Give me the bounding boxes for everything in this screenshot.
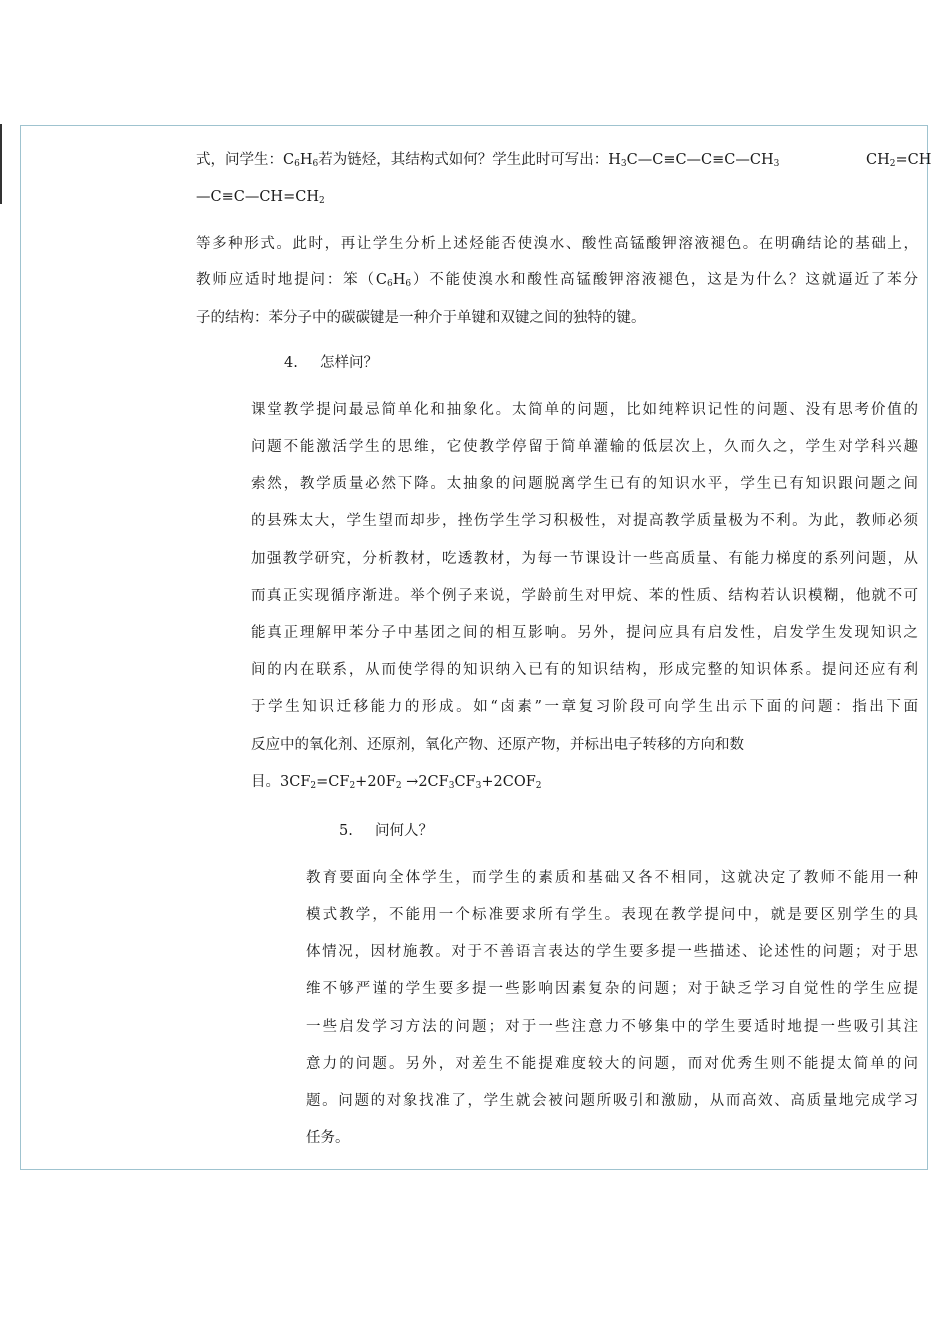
intro-line-2 — [196, 187, 325, 207]
text-run: H — [299, 152, 313, 168]
section-5-line: 任务。 — [306, 1130, 350, 1146]
subscript: 3 — [620, 159, 627, 169]
subscript: 2 — [535, 781, 542, 791]
paragraph-1-line-1: 等多种形式。此时，再让学生分析上述烃能否使溴水、酸性高锰酸钾溶液褪色。在明确结论的基础上， — [196, 236, 918, 252]
text-run: 式，问学生：C — [196, 152, 295, 168]
section-4-line: 课堂教学提问最忌简单化和抽象化。太简单的问题，比如纯粹识记性的问题、没有思考价值的 — [251, 402, 918, 418]
section-5-line: 教育要面向全体学生，而学生的素质和基础又各不相同，这就决定了教师不能用一种 — [306, 870, 918, 886]
formula: CF — [454, 774, 476, 790]
section-4-line: 的县殊太大，学生望而却步，挫伤学生学习积极性，对提高教学质量极为不利。为此，教师必须 — [251, 513, 918, 529]
section-4-equation — [251, 772, 542, 792]
section-5-line: 维不够严谨的学生要多提一些影响因素复杂的问题；对于缺乏学习自觉性的学生应提 — [306, 981, 918, 997]
section-4-line: 于学生知识迁移能力的形成。如“卤素”一章复习阶段可向学生出示下面的问题：指出下面 — [251, 699, 918, 715]
section-5-line: 题。问题的对象找准了，学生就会被问题所吸引和激励，从而高效、高质量地完成学习 — [306, 1093, 918, 1109]
subscript: 3 — [448, 781, 455, 791]
section-4-heading — [284, 353, 378, 373]
subscript: 2 — [395, 781, 402, 791]
section-5-line: 模式教学，不能用一个标准要求所有学生。表现在教学提问中，就是要区别学生的具 — [306, 907, 918, 923]
text-run: H — [392, 272, 406, 288]
section-4-line: 反应中的氧化剂、还原剂，氧化产物、还原产物，并标出电子转移的方向和数 — [251, 737, 744, 753]
formula: +20F — [355, 774, 396, 790]
section-4-line: 而真正实现循序渐进。举个例子来说，学龄前生对甲烷、苯的性质、结构若认识模糊，他就不可 — [251, 588, 918, 604]
intro-line-1 — [196, 150, 779, 170]
section-title: 怎样问？ — [320, 355, 378, 371]
subscript: 2 — [318, 196, 325, 206]
section-number: 4. — [284, 355, 298, 371]
left-margin-rule — [0, 124, 2, 204]
text-run: 目。3CF — [251, 774, 311, 790]
text-run: ）不能使溴水和酸性高锰酸钾溶液褪色，这是为什么？这就逼近了苯分 — [411, 272, 919, 288]
section-4-line: 问题不能激活学生的思维，它使教学停留于简单灌输的低层次上，久而久之，学生对学科兴趣 — [251, 439, 918, 455]
section-number: 5. — [339, 823, 353, 839]
section-5-line: 体情况，因材施教。对于不善语言表达的学生要多提一些描述、论述性的问题；对于思 — [306, 944, 918, 960]
section-4-line: 能真正理解甲苯分子中基团之间的相互影响。另外，提问应具有启发性，启发学生发现知识之 — [251, 625, 918, 641]
subscript: 6 — [294, 159, 300, 169]
section-5-heading — [339, 821, 433, 841]
section-4-line: 索然，教学质量必然下降。太抽象的问题脱离学生已有的知识水平，学生已有知识跟问题之间 — [251, 476, 918, 492]
formula: C—C≡C—C≡C—CH — [626, 152, 774, 168]
formula: +2COF — [481, 774, 536, 790]
formula: CH — [866, 152, 890, 168]
paragraph-1-line-3: 子的结构：苯分子中的碳碳键是一种介于单键和双键之间的独特的键。 — [196, 310, 646, 326]
paragraph-1-line-2 — [196, 270, 918, 290]
section-4-line: 加强教学研究，分析教材，吃透教材，为每一节课设计一些高质量、有能力梯度的系列问题，从 — [251, 551, 918, 567]
section-5-line: 一些启发学习方法的问题；对于一些注意力不够集中的学生要适时地提一些吸引其注 — [306, 1019, 918, 1035]
formula: →2CF — [401, 774, 449, 790]
intro-formula-right — [866, 150, 931, 170]
text-run: 教师应适时地提问：笨（C — [196, 272, 387, 288]
formula: =CF — [316, 774, 350, 790]
section-5-line: 意力的问题。另外，对差生不能提难度较大的问题，而对优秀生则不能提太简单的问 — [306, 1056, 918, 1072]
subscript: 2 — [310, 781, 317, 791]
subscript: 3 — [475, 781, 482, 791]
subscript: 6 — [405, 279, 412, 289]
formula: =CH — [895, 152, 932, 168]
subscript: 6 — [386, 279, 393, 289]
text-run: 若为链烃，其结构式如何？学生此时可写出：H — [318, 152, 621, 168]
subscript: 6 — [312, 159, 319, 169]
formula: —C≡C—CH=CH — [196, 189, 319, 205]
section-title: 问何人？ — [375, 823, 433, 839]
section-4-line: 间的内在联系，从而使学得的知识纳入已有的知识结构，形成完整的知识体系。提问还应有利 — [251, 662, 918, 678]
subscript: 3 — [773, 159, 780, 169]
subscript: 2 — [889, 159, 896, 169]
subscript: 2 — [349, 781, 356, 791]
